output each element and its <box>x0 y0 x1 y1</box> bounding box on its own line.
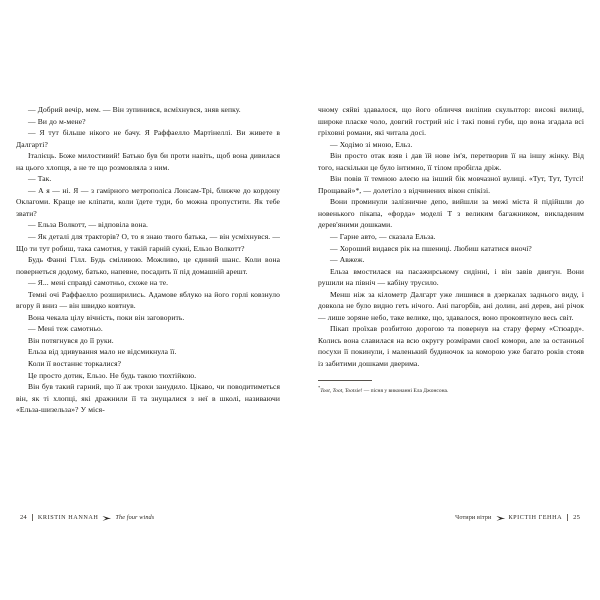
paragraph: Пікап проїхав розбитою дорогою та повернув на стару ферму «Стюард». Колись вона славилася на всю округу розмірами своєї комори, але за останньої посухи її покинули, і маленький будиночок за коморою уже багато років стояв із забитими дошками дверима. <box>318 324 584 369</box>
paragraph: Він потягнувся до її руки. <box>28 335 114 345</box>
left-page <box>16 104 288 600</box>
bird-arrow-ornament-icon <box>496 515 505 522</box>
footer-divider <box>567 514 568 521</box>
paragraph: — Так. <box>28 174 52 184</box>
footer-title-left: The four winds <box>115 514 155 521</box>
footer-title-right: Чотири вітри <box>455 514 492 521</box>
left-page-body <box>16 104 280 416</box>
paragraph: Він повів її темною алеєю на інший бік мовчазної вулиці. «Тут, Тут, Тутсі! Прощавай»*, — долетіло з відчинених вікон спікізі. <box>318 174 584 195</box>
page-number-left: 24 <box>20 514 27 521</box>
paragraph: — А я — ні. Я — з гамірного метрополіса Лонсам-Трі, ближче до кордону Оклагоми. Краще не кліпати, коли їдете туди, бо можна пропустити. Як тебе звати? <box>16 185 280 218</box>
footnote-block <box>318 380 584 395</box>
paragraph: — Я тут більше нікого не бачу. Я Раффаелло Мартінеллі. Ви живете в Далгарті? <box>16 128 280 149</box>
paragraph: Вони проминули залізничне депо, вийшли за межі міста й підійшли до новенького пікапа, «форда» моделі Т з великим багажником, викладеним дерев'яними дошками. <box>318 197 584 230</box>
right-page <box>312 104 584 600</box>
paragraph: — Гарне авто, — сказала Ельза. <box>330 232 436 242</box>
paragraph: — Ельза Волкотт, — відповіла вона. <box>28 220 148 230</box>
right-page-body <box>318 104 584 370</box>
paragraph: Менш ніж за кілометр Далгарт уже лишився в дзеркалах заднього виду, і довкола не було видно геть нічого. Ані пагорбів, ані долин, ані дерев, ані річок — лише зоряне небо, таке велике, що, здавалося, воно проковтнуло весь світ. <box>318 289 584 322</box>
right-page-footer <box>455 513 580 522</box>
paragraph: Італієць. Боже милостивий! Батько був би проти навіть, щоб вона дивилася на цього хлопця, а не те що розмовляла з ним. <box>16 151 280 172</box>
bird-arrow-ornament-icon <box>102 515 111 522</box>
paragraph: Ельза від здивування мало не відсмикнула її. <box>28 347 177 357</box>
paragraph: — Як деталі для тракторів? О, то я знаю твого батька, — він усміхнувся. — Що ти тут робиш, така самотня, у такій гарній сукні, Ельзо Волкотт? <box>16 232 280 253</box>
paragraph: Це просто дотик, Ельзо. Не будь такою тюхтійкою. <box>28 370 197 380</box>
paragraph: Вона чекала цілу вічність, поки він заговорить. <box>28 312 185 322</box>
footnote-song-title: Toot, Toot, Tootsie! <box>320 387 363 394</box>
page-number-right: 25 <box>573 514 580 521</box>
paragraph: Коли її востаннє торкалися? <box>28 359 122 369</box>
paragraph: — Ходімо зі мною, Ельз. <box>330 139 413 149</box>
paragraph: — Хороший видався рік на пшениці. Любиш кататися вночі? <box>330 243 532 253</box>
paragraph: — Я... мені справді самотньо, схоже на те. <box>28 278 169 288</box>
paragraph: Він просто отак взяв і дав їй нове ім'я, перетворив її на іншу жінку. Від того, наскільки це було інтимно, її тілом пробігла дріж. <box>318 151 584 172</box>
paragraph: — Мені теж самотньо. <box>28 324 103 334</box>
paragraph: Він був такий гарний, що її аж трохи занудило. Цікаво, чи поводитиметься він, як ті хлопці, які дражнили її та знущалися з неї в школі, називаючи «Ельза-шизельза»? У міся- <box>16 382 280 415</box>
paragraph: — Добрий вечір, мем. — Він зупинився, всміхнувся, зняв кепку. <box>28 105 241 114</box>
paragraph: — Ви до м-мене? <box>28 116 86 126</box>
paragraph: — Авжеж. <box>330 255 365 265</box>
footer-divider <box>32 514 33 521</box>
paragraph: Будь Фанні Гілл. Будь сміливою. Можливо, це єдиний шанс. Коли вона повернеться додому, батько, напевне, посадить її під домашній арешт. <box>16 255 280 276</box>
footnote-description: — пісня у виконанні Ела Джонсона. <box>362 387 449 394</box>
footer-author-left: KRISTIN HANNAH <box>37 514 99 521</box>
left-page-footer <box>20 513 154 522</box>
paragraph: чному сяйві здавалося, що його обличчя виліпив скульптор: високі вилиці, широке пласке чоло, довгий гострий ніс і такі повні губи, що вона згадала всі гріховні романи, які читала досі. <box>318 105 584 138</box>
footer-author-right: КРІСТІН ГЕННА <box>508 514 563 521</box>
paragraph: Темні очі Раффаелло розширились. Адамове яблуко на його горлі ковзнуло вгору й вниз — він швидко ковтнув. <box>16 289 280 311</box>
footnote-marker: * <box>318 384 321 390</box>
footnote-separator-rule <box>318 380 372 381</box>
footnote-text <box>318 384 584 395</box>
paragraph: Ельза вмостилася на пасажирському сидінні, і він завів двигун. Вони рушили на північ — кабіну трусило. <box>318 266 584 288</box>
